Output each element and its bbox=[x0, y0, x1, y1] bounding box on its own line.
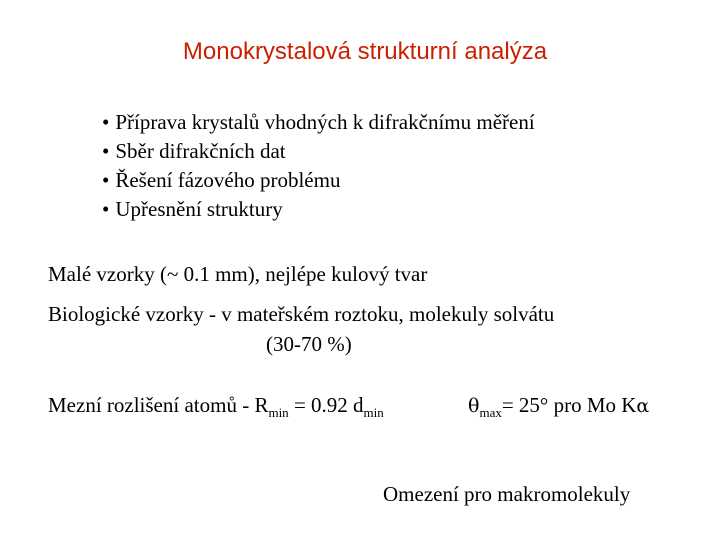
theta-value: = 25° pro Mo K bbox=[501, 393, 637, 417]
slide-title: Monokrystalová strukturní analýza bbox=[182, 38, 548, 65]
bullet-text: Upřesnění struktury bbox=[115, 197, 283, 221]
bullet-icon: • bbox=[102, 168, 110, 192]
resolution-limit bbox=[48, 393, 384, 418]
bullet-item bbox=[102, 108, 535, 137]
bullet-item bbox=[102, 195, 535, 224]
bullet-icon: • bbox=[102, 197, 110, 221]
bio-line-1: Biologické vzorky - v mateřském roztoku, molekuly solvátu bbox=[48, 302, 555, 326]
alpha-symbol: α bbox=[636, 395, 650, 417]
samples-line: Malé vzorky (~ 0.1 mm), nejlépe kulový tvar bbox=[48, 262, 428, 286]
bullet-icon: • bbox=[102, 110, 110, 134]
theta-max bbox=[468, 393, 649, 418]
bullet-item bbox=[102, 166, 535, 195]
bullet-item bbox=[102, 137, 535, 166]
bullet-icon: • bbox=[102, 139, 110, 163]
bullet-text: Sběr difrakčních dat bbox=[115, 139, 286, 163]
resolution-prefix: Mezní rozlišení atomů - R bbox=[48, 393, 269, 417]
resolution-sub-d: min bbox=[363, 405, 384, 420]
resolution-mid: = 0.92 d bbox=[288, 393, 364, 417]
footer-note: Omezení pro makromolekuly bbox=[383, 482, 631, 506]
resolution-sub-r: min bbox=[268, 405, 289, 420]
bio-line-2: (30-70 %) bbox=[266, 332, 352, 356]
theta-symbol: θ bbox=[468, 395, 480, 417]
bullet-list bbox=[102, 108, 535, 224]
bullet-text: Příprava krystalů vhodných k difrakčnímu měření bbox=[115, 110, 535, 134]
theta-sub: max bbox=[479, 405, 502, 420]
bullet-text: Řešení fázového problému bbox=[115, 168, 341, 192]
